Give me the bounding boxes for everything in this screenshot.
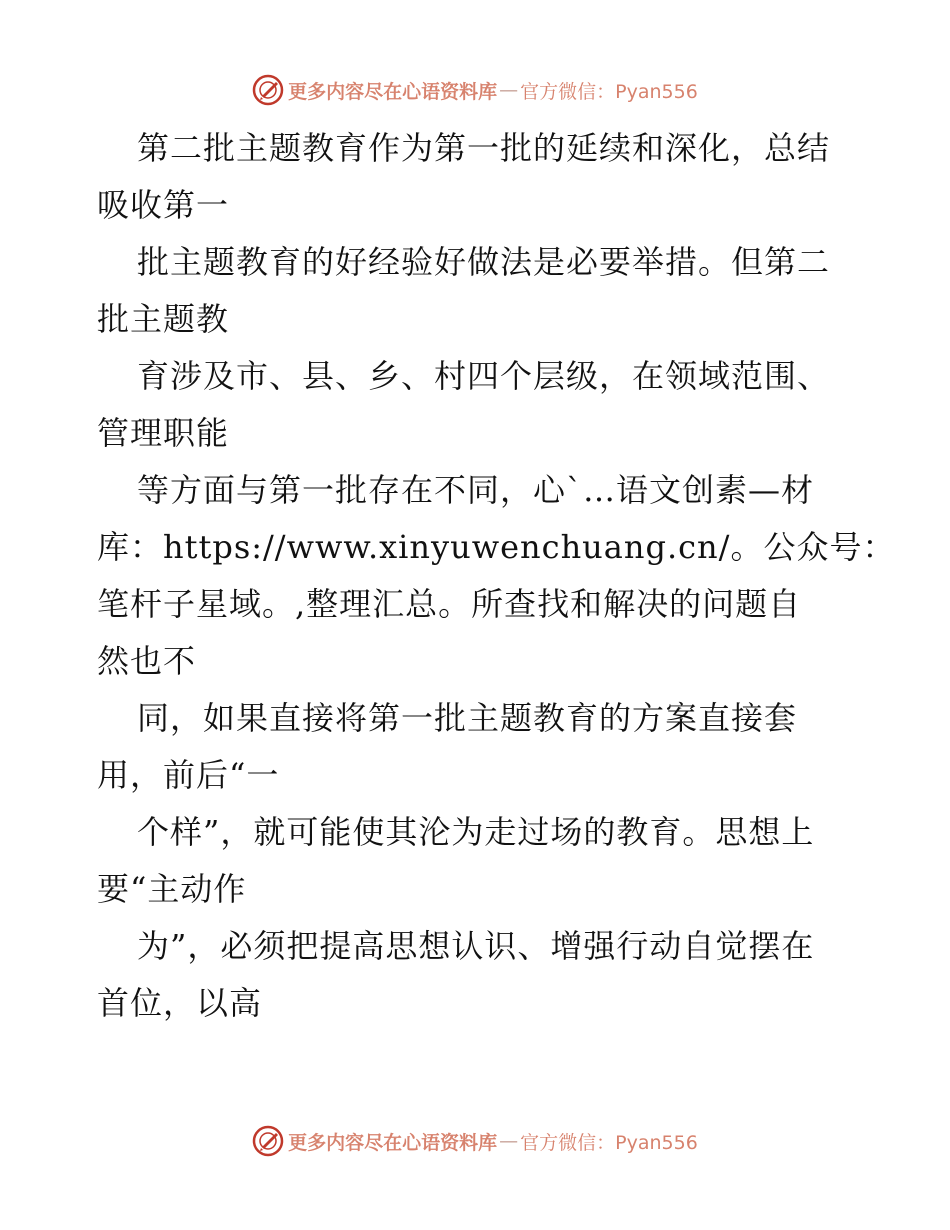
header-account-text: 官方微信：Pyan556	[520, 80, 698, 103]
body-line: 笔杆子星域。,整理汇总。所查找和解决的问题自	[97, 585, 802, 623]
body-line: 育涉及市、县、乡、村四个层级，在领域范围、	[137, 357, 831, 395]
header-dash: —	[499, 79, 519, 101]
body-line: 第二批主题教育作为第一批的延续和深化，总结	[137, 129, 831, 167]
body-line: 用，前后“一	[97, 756, 280, 794]
footer-dash: —	[499, 1130, 519, 1152]
header-brand-text: 更多内容尽在心语资料库	[288, 80, 498, 103]
body-line: 批主题教育的好经验好做法是必要举措。但第二	[137, 243, 831, 281]
footer-account-text: 官方微信：Pyan556	[520, 1131, 698, 1154]
footer-brand-text: 更多内容尽在心语资料库	[288, 1131, 498, 1154]
body-line: 要“主动作	[97, 870, 247, 908]
body-line: 吸收第一	[97, 186, 230, 224]
body-line: 个样”，就可能使其沦为走过场的教育。思想上	[137, 813, 815, 851]
body-line: 为”，必须把提高思想认识、增强行动自觉摆在	[137, 927, 815, 965]
body-line: 批主题教	[97, 300, 230, 338]
body-line: 库：https://www.xinyuwenchuang.cn/。公众号：	[97, 528, 896, 566]
document-body	[97, 120, 896, 1032]
logo-icon	[252, 74, 284, 106]
logo-icon	[252, 1125, 284, 1157]
footer-banner	[0, 1121, 950, 1161]
body-line: 然也不	[97, 642, 197, 680]
header-banner	[0, 70, 950, 110]
body-line: 等方面与第一批存在不同，心`…语文创素—材	[137, 471, 815, 509]
body-line: 管理职能	[97, 414, 230, 452]
body-line: 同，如果直接将第一批主题教育的方案直接套	[137, 699, 798, 737]
body-line: 首位，以高	[97, 984, 263, 1022]
